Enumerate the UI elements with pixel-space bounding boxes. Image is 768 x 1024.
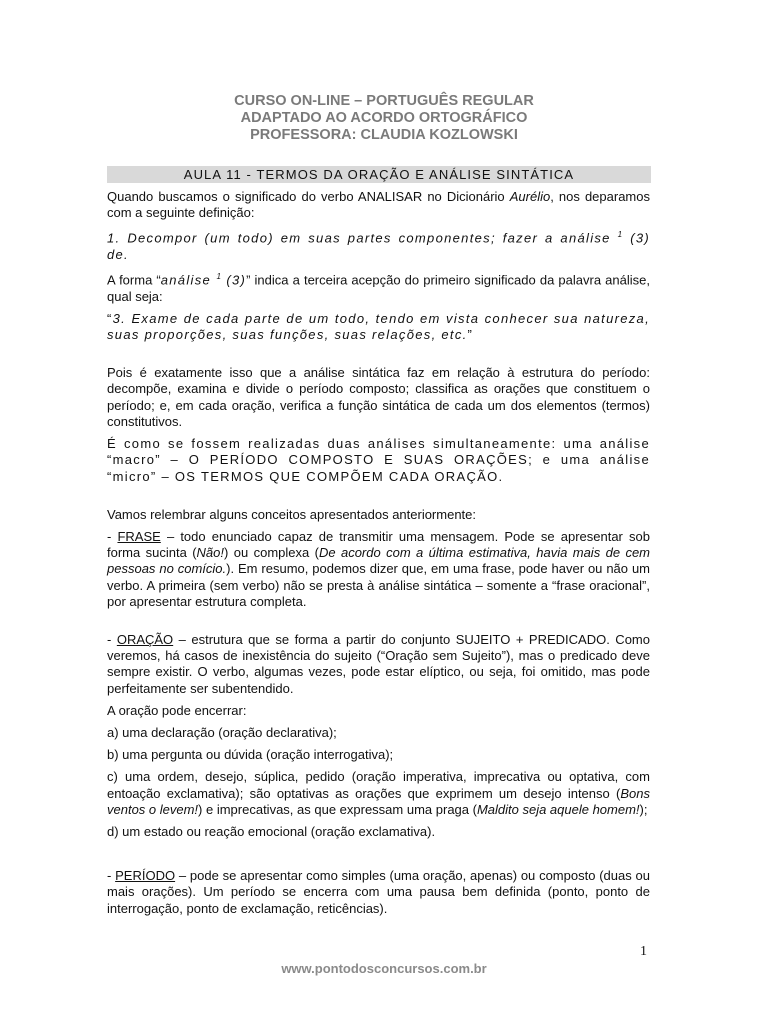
oracao-dash: - xyxy=(107,631,117,647)
list-item xyxy=(107,769,650,818)
form-text: A forma “ xyxy=(107,272,161,288)
form-term: análise xyxy=(160,272,217,288)
frase-example-2: De acordo com a última estimativa, havia mais de cem pessoas no comício. xyxy=(107,545,650,577)
intro-text: Quando buscamos o significado do verbo ANALISAR no Dicionário xyxy=(107,189,510,204)
periodo-paragraph xyxy=(107,868,650,917)
definition-2 xyxy=(107,311,650,343)
list-item: d) um estado ou reação emocional (oração exclamativa). xyxy=(107,823,436,839)
footer-url: www.pontodosconcursos.com.br xyxy=(281,961,487,976)
frase-text-mid: ) ou complexa ( xyxy=(224,545,319,561)
oracao-term: ORAÇÃO xyxy=(116,631,174,647)
item-c-example-1: Bons ventos o levem! xyxy=(107,785,650,817)
form-paragraph xyxy=(107,269,650,305)
frase-term: FRASE xyxy=(117,528,161,544)
item-c-text-end: ); xyxy=(639,801,648,817)
document-header xyxy=(0,93,768,144)
list-item: b) uma pergunta ou dúvida (oração interrogativa); xyxy=(107,747,394,763)
frase-paragraph xyxy=(107,529,650,610)
definition-1 xyxy=(107,227,650,263)
form-term-end: (3) xyxy=(220,272,247,288)
form-text-end: ” indica a terceira acepção do primeiro significado da palavra análise, qual seja: xyxy=(107,272,650,304)
frase-example-1: Não! xyxy=(196,545,225,561)
item-c-text-mid: ) e imprecativas, as que expressam uma praga ( xyxy=(198,801,477,817)
definition-2-open-quote: “ xyxy=(107,310,113,326)
concepts-intro: Vamos relembrar alguns conceitos apresentados anteriormente: xyxy=(107,506,477,522)
definition-1-superscript: 1 xyxy=(617,230,624,240)
periodo-term: PERÍODO xyxy=(115,868,176,884)
oracao-list-intro: A oração pode encerrar: xyxy=(107,702,247,718)
analysis-paragraph: Pois é exatamente isso que a análise sintática faz em relação à estrutura do período: decompõe, examina e divide o período composto; classifica as orações que constituem o período; e, em cada oração, verifica a função sintática de cada um dos elementos (termos) constitutivos. xyxy=(107,365,650,429)
intro-paragraph xyxy=(107,189,650,221)
professor-name: PROFESSORA: CLAUDIA KOZLOWSKI xyxy=(250,127,518,143)
dictionary-name: Aurélio xyxy=(509,189,551,204)
item-c-text: c) uma ordem, desejo, súplica, pedido (oração imperativa, imprecativa ou optativa, com entoação exclamativa); são optativas as orações que exprimem um desejo intenso ( xyxy=(107,769,650,801)
definition-2-close-quote: ” xyxy=(467,327,474,343)
definition-1-text: 1. Decompor (um todo) em suas partes componentes; fazer a análise xyxy=(107,230,618,246)
frase-dash: - xyxy=(107,528,118,544)
page-number: 1 xyxy=(640,944,647,959)
course-title: CURSO ON-LINE – PORTUGUÊS REGULAR xyxy=(234,93,534,109)
periodo-dash: - xyxy=(107,868,116,884)
frase-text-end: ). Em resumo, podemos dizer que, em uma frase, pode haver ou não um verbo. A primeira (sem verbo) não se presta à análise sintática – somente a “frase oracional”, por apresentar estrutura completa. xyxy=(107,561,650,609)
oracao-text: – estrutura que se forma a partir do conjunto SUJEITO + PREDICADO. Como veremos, há casos de inexistência do sujeito (“Oração sem Sujeito”), mas o predicado deve sempre existir. O verbo, algumas vezes, pode estar elíptico, ou seja, foi omitido, mas pode perfeitamente ser subentendido. xyxy=(107,631,650,696)
definition-1-text-end: (3) de. xyxy=(107,230,651,262)
periodo-text: – pode se apresentar como simples (uma oração, apenas) ou composto (duas ou mais orações). Um período se encerra com uma pausa bem definida (ponto, ponto de interrogação, ponto de exclamação, reticências). xyxy=(107,868,650,916)
lesson-title-bar: AULA 11 - TERMOS DA ORAÇÃO E ANÁLISE SINTÁTICA xyxy=(107,166,651,183)
macro-micro-paragraph: É como se fossem realizadas duas análises simultaneamente: uma análise “macro” – O PERÍODO COMPOSTO E SUAS ORAÇÕES; e uma análise “micro” – OS TERMOS QUE COMPÕEM CADA ORAÇÃO. xyxy=(107,436,650,484)
item-c-example-2: Maldito seja aquele homem! xyxy=(476,801,640,817)
course-subtitle: ADAPTADO AO ACORDO ORTOGRÁFICO xyxy=(240,110,528,126)
intro-text-end: , nos deparamos com a seguinte definição: xyxy=(107,189,650,221)
oracao-paragraph xyxy=(107,632,650,697)
document-body xyxy=(107,189,650,923)
list-item: a) uma declaração (oração declarativa); xyxy=(107,724,337,740)
definition-2-text: 3. Exame de cada parte de um todo, tendo em vista conhecer sua natureza, suas proporções, suas funções, suas relações, etc. xyxy=(107,310,650,343)
frase-text: – todo enunciado capaz de transmitir uma mensagem. Pode se apresentar sob forma sucinta ( xyxy=(107,528,650,561)
form-superscript: 1 xyxy=(216,272,221,282)
